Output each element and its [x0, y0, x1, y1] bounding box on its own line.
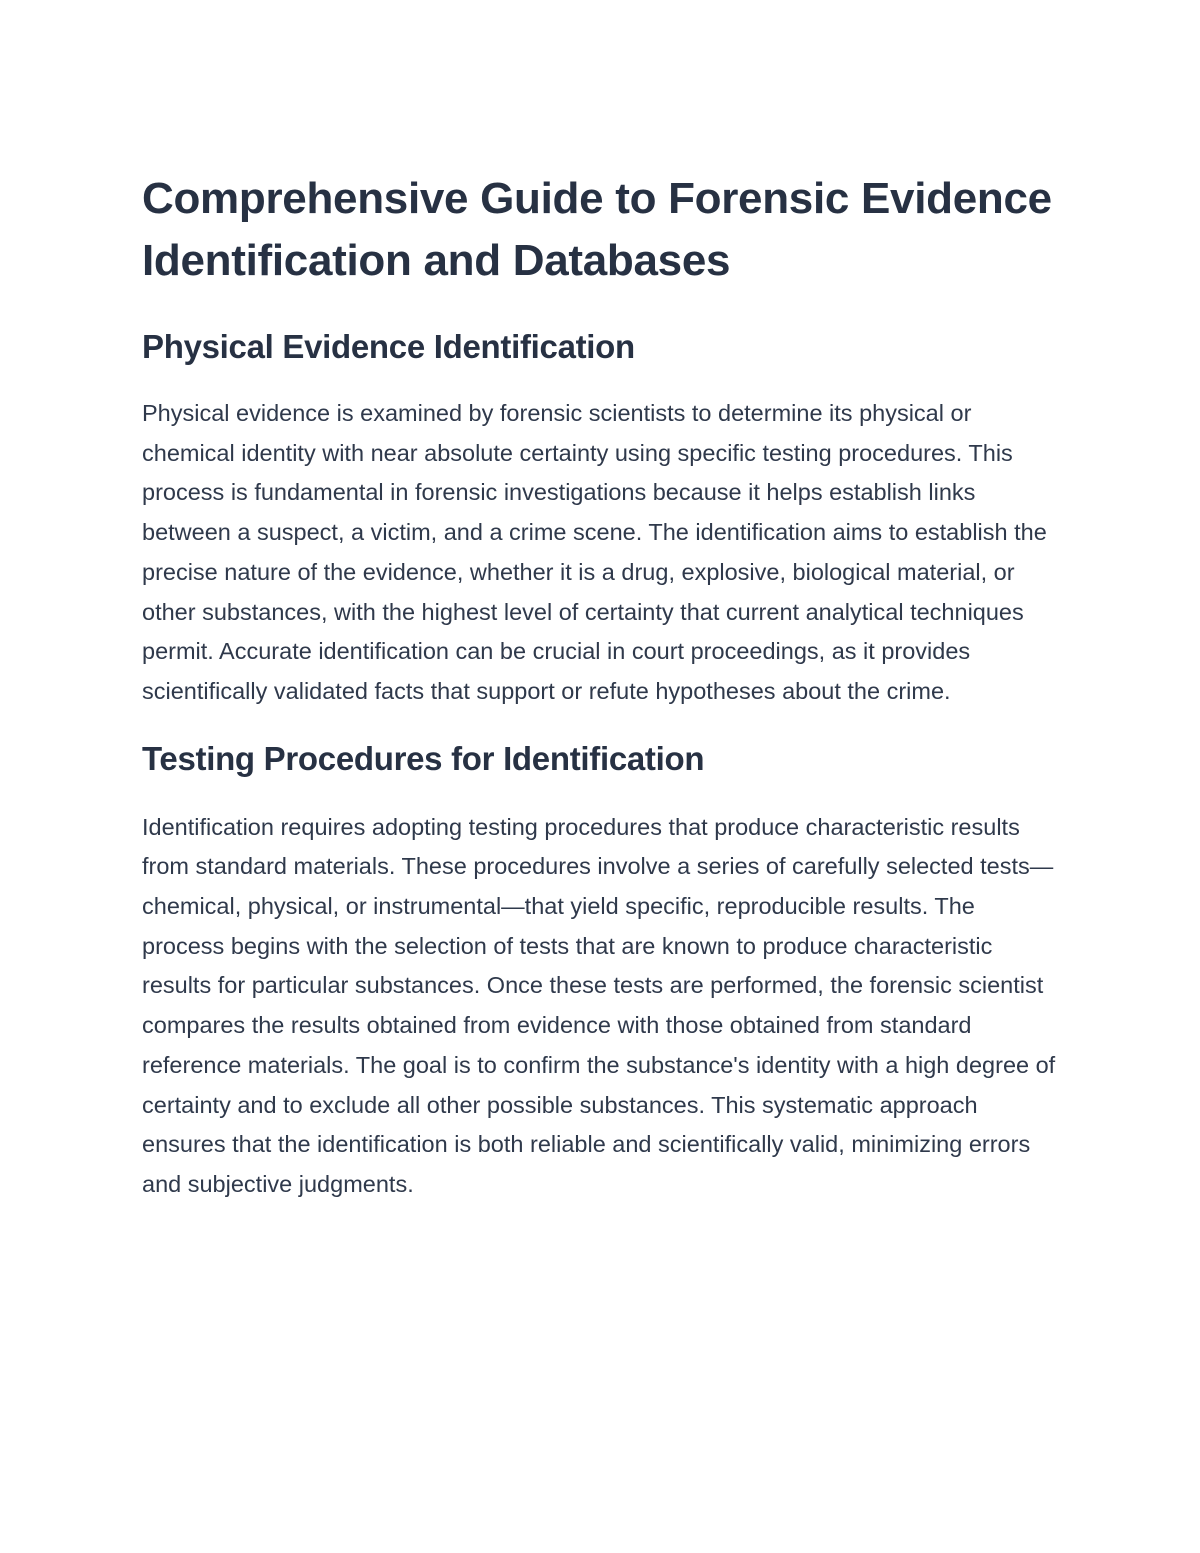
document-title: Comprehensive Guide to Forensic Evidence Identification and Databases — [142, 174, 1052, 285]
document-page — [142, 168, 1062, 1205]
section-heading-physical-evidence: Physical Evidence Identification — [142, 328, 635, 365]
section-heading-testing-procedures: Testing Procedures for Identification — [142, 739, 705, 777]
section-body-testing-procedures: Identification requires adopting testing procedures that produce characteristic results from standard materials. These procedures involve a series of carefully selected tests—chemical, physical, or instrumental—that yield specific, reproducible results. The process begins with the selection of tests that are known to produce characteristic results for particular substances. Once these tests are performed, the forensic scientist compares the results obtained from evidence with those obtained from standard reference materials. The goal is to confirm the substance's identity with a high degree of certainty and to exclude all other possible substances. This systematic approach ensures that the identification is both reliable and scientifically valid, minimizing errors and subjective judgments. — [142, 813, 1056, 1197]
section-body-physical-evidence: Physical evidence is examined by forensic scientists to determine its physical or chemical identity with near absolute certainty using specific testing procedures. This process is fundamental in forensic investigations because it helps establish links between a suspect, a victim, and a crime scene. The identification aims to establish the precise nature of the evidence, whether it is a drug, explosive, biological material, or other substances, with the highest level of certainty that current analytical techniques permit. Accurate identification can be crucial in court proceedings, as it provides scientifically validated facts that support or refute hypotheses about the crime. — [142, 400, 1047, 704]
